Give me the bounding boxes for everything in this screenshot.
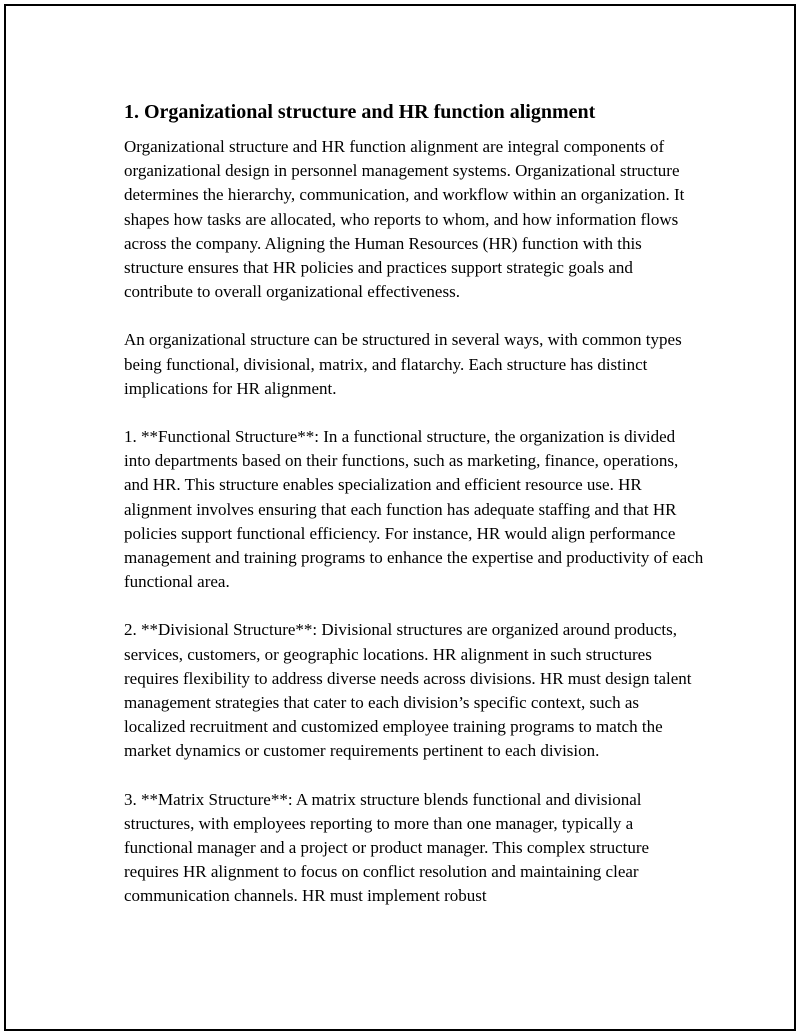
- paragraph-structure-types: An organizational structure can be structured in several ways, with common types being functional, divisional, matrix, and flatarchy. Each structure has distinct implications for HR alignment.: [124, 330, 682, 398]
- paragraph-matrix-structure: 3. **Matrix Structure**: A matrix structure blends functional and divisional structures, with employees reporting to more than one manager, typically a functional manager and a project or product manager. This complex structure requires HR alignment to focus on conflict resolution and maintaining clear communication channels. HR must implement robust: [124, 789, 650, 906]
- page-frame: [4, 4, 796, 1031]
- paragraph-divisional-structure: 2. **Divisional Structure**: Divisional structures are organized around products, services, customers, or geographic locations. HR alignment in such structures requires flexibility to address diverse needs across divisions. HR must design talent management strategies that cater to each division’s specific context, such as localized recruitment and customized employee training programs to match the market dynamics or customer requirements pertinent to each division.: [124, 620, 692, 761]
- section-heading: 1. Organizational structure and HR function alignment: [124, 101, 596, 123]
- document-body: [124, 99, 704, 909]
- paragraph-functional-structure: 1. **Functional Structure**: In a functional structure, the organization is divided into departments based on their functions, such as marketing, finance, operations, and HR. This structure enables specialization and efficient resource use. HR alignment involves ensuring that each function has adequate staffing and that HR policies support functional efficiency. For instance, HR would align performance management and training programs to enhance the expertise and productivity of each functional area.: [124, 427, 704, 592]
- paragraph-intro: Organizational structure and HR function alignment are integral components of organizational design in personnel management systems. Organizational structure determines the hierarchy, communication, and workflow within an organization. It shapes how tasks are allocated, who reports to whom, and how information flows across the company. Aligning the Human Resources (HR) function with this structure ensures that HR policies and practices support strategic goals and contribute to overall organizational effectiveness.: [124, 137, 685, 302]
